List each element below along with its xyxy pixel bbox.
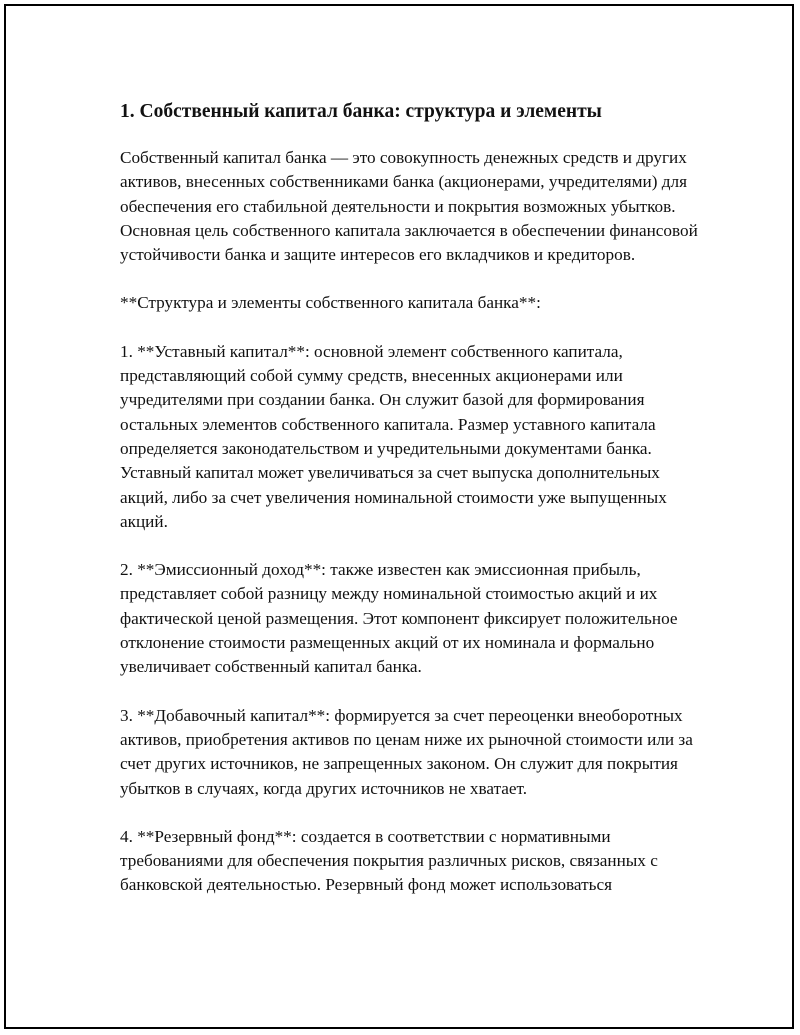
item-reserve-fund: 4. **Резервный фонд**: создается в соответствии с нормативными требованиями для обеспечения покрытия различных рисков, связанных с банковской деятельностью. Резервный фонд может использоваться <box>120 826 658 895</box>
item-share-premium: 2. **Эмиссионный доход**: также известен как эмиссионная прибыль, представляет собой разницу между номинальной стоимостью акций и их фактической ценой размещения. Этот компонент фиксирует положительное отклонение стоимости размещенных акций от их номинала и формально увеличивает собственный капитал банка. <box>120 560 678 677</box>
document-body <box>120 100 700 922</box>
document-page <box>4 4 794 1029</box>
item-additional-capital: 3. **Добавочный капитал**: формируется за счет переоценки внеоборотных активов, приобретения активов по ценам ниже их рыночной стоимости или за счет других источников, не запрещенных законом. Он служит для покрытия убытков в случаях, когда других источников не хватает. <box>120 705 693 798</box>
structure-heading-paragraph: **Структура и элементы собственного капитала банка**: <box>120 293 541 313</box>
intro-paragraph: Собственный капитал банка — это совокупность денежных средств и других активов, внесенных собственниками банка (акционерами, учредителями) для обеспечения его стабильной деятельности и покрытия возможных убытков. Основная цель собственного капитала заключается в обеспечении финансовой устойчивости банка и защите интересов его вкладчиков и кредиторов. <box>120 148 698 265</box>
document-title: 1. Собственный капитал банка: структура и элементы <box>120 101 602 122</box>
item-authorized-capital: 1. **Уставный капитал**: основной элемент собственного капитала, представляющий собой сумму средств, внесенных акционерами или учредителями при создании банка. Он служит базой для формирования остальных элементов собственного капитала. Размер уставного капитала определяется законодательством и учредительными документами банка. Уставный капитал может увеличиваться за счет выпуска дополнительных акций, либо за счет увеличения номинальной стоимости уже выпущенных акций. <box>120 341 667 531</box>
